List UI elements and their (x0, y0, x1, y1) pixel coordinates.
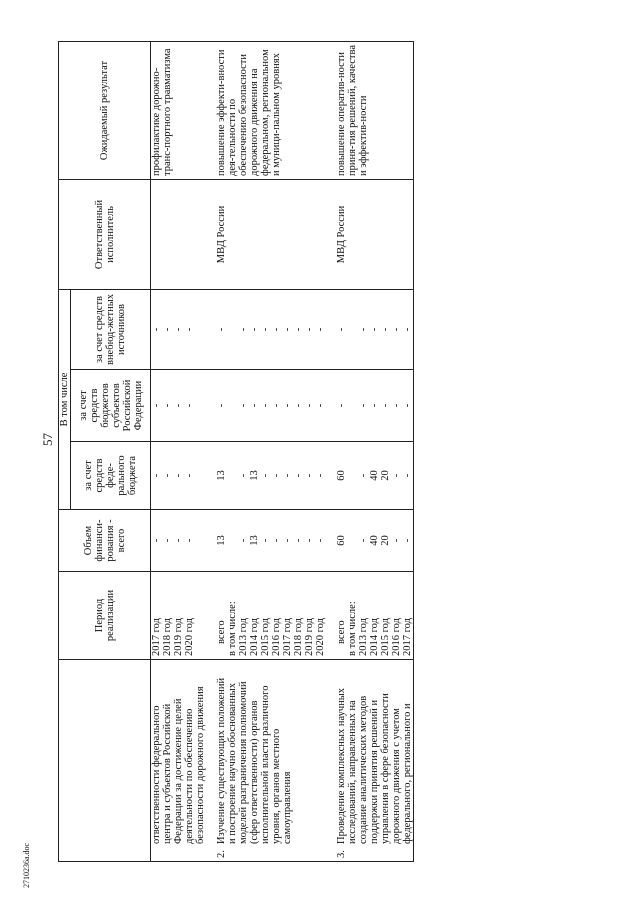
amount: - (238, 538, 249, 543)
row-number: 3. (336, 850, 347, 858)
amount: - (402, 403, 413, 408)
amount: 40 (369, 535, 380, 546)
amount: - (216, 403, 227, 408)
row-gap (206, 41, 216, 861)
period-line: 2018 год (293, 618, 304, 656)
amount: - (304, 403, 315, 408)
amount: - (260, 327, 271, 332)
table-row (151, 41, 207, 861)
amount: - (402, 473, 413, 478)
amount: 20 (380, 535, 391, 546)
period-line: 2016 год (271, 618, 282, 656)
amount: - (162, 327, 173, 332)
amount: - (358, 327, 369, 332)
amount: - (315, 538, 326, 543)
period-line: 2017 год (282, 618, 293, 656)
amount: - (162, 403, 173, 408)
amount: 60 (336, 470, 347, 481)
amount: - (151, 473, 162, 478)
extra-cell (336, 289, 414, 369)
amount: - (173, 538, 184, 543)
regional-cell (151, 370, 207, 442)
federal-cell (216, 442, 326, 510)
header-extra: за счет средств внебюд-жетных источников (71, 289, 151, 369)
executor-cell (151, 179, 207, 289)
amount: - (282, 538, 293, 543)
period-line: 2015 год (380, 618, 391, 656)
amount: 13 (216, 470, 227, 481)
amount (227, 293, 238, 366)
period-line: всего (336, 620, 347, 644)
executor-cell: МВД России (336, 179, 414, 289)
amount: - (282, 327, 293, 332)
period-cell (151, 572, 207, 660)
period-line: 2020 год (315, 618, 326, 656)
amount: - (238, 473, 249, 478)
amount: - (238, 327, 249, 332)
header-total: Объем финанси-рования - всего (59, 510, 151, 572)
amount: - (151, 538, 162, 543)
total-cell (336, 510, 414, 572)
federal-cell (151, 442, 207, 510)
period-line: 2014 год (369, 618, 380, 656)
amount: - (184, 403, 195, 408)
amount: - (184, 538, 195, 543)
amount: - (304, 327, 315, 332)
header-result: Ожидаемый результат (59, 41, 151, 179)
amount: - (304, 538, 315, 543)
amount: - (304, 473, 315, 478)
period-line: в том числе: (227, 601, 238, 656)
amount: - (315, 327, 326, 332)
amount: - (391, 327, 402, 332)
amount: 13 (249, 470, 260, 481)
header-task (59, 660, 151, 862)
period-line: 2013 год (358, 618, 369, 656)
period-cell (336, 572, 414, 660)
period-line: 2013 год (238, 618, 249, 656)
table-row (216, 41, 326, 861)
period-line: 2018 год (162, 618, 173, 656)
row-number: 2. (216, 850, 227, 858)
amount: - (162, 538, 173, 543)
amount: - (151, 403, 162, 408)
amount: 13 (216, 535, 227, 546)
result-cell: повышение оператив-ности приня-тия решений, качества и эффектив-ности (336, 41, 414, 179)
task-text: Изучение существующих положений и построение научно обоснованных моделей разграничения полномочий (сфер ответственности) органов исполнительной власти различного уровня, органов местного самоуправления (216, 677, 293, 844)
amount: - (369, 403, 380, 408)
amount: - (391, 538, 402, 543)
amount: - (271, 473, 282, 478)
amount: - (358, 538, 369, 543)
total-cell (216, 510, 326, 572)
period-line: 2017 год (402, 618, 413, 656)
period-line: 2020 год (184, 618, 195, 656)
amount: - (293, 473, 304, 478)
amount: - (216, 327, 227, 332)
amount: - (391, 403, 402, 408)
amount: - (402, 538, 413, 543)
amount: - (260, 473, 271, 478)
result-cell: повышение эффекти-вности дея-тельности по обеспечению безопасности дорожного движения на федеральном, региональном и муници-пальном уровнях (216, 41, 326, 179)
period-line: в том числе: (347, 601, 358, 656)
amount: - (336, 403, 347, 408)
table-row (336, 41, 414, 861)
result-cell: профилактике дорожно-транс-портного травматизма (151, 41, 207, 179)
period-line: 2019 год (304, 618, 315, 656)
period-line: 2019 год (173, 618, 184, 656)
period-line: всего (216, 620, 227, 644)
row-gap (326, 41, 336, 861)
amount (347, 513, 358, 568)
page-number: 57 (40, 433, 55, 446)
period-line: 2016 год (391, 618, 402, 656)
extra-cell (216, 289, 326, 369)
header-period: Период реализации (59, 572, 151, 660)
header-regional: за счет средств бюджетов субъектов Российской Федерации (71, 370, 151, 442)
amount: - (249, 403, 260, 408)
amount (227, 445, 238, 506)
amount: - (293, 403, 304, 408)
amount: - (369, 327, 380, 332)
amount: - (380, 403, 391, 408)
amount: - (358, 403, 369, 408)
amount: - (249, 327, 260, 332)
amount: 20 (380, 470, 391, 481)
amount: - (151, 327, 162, 332)
total-cell (151, 510, 207, 572)
header-federal: за счет средств феде-рального бюджета (71, 442, 151, 510)
extra-cell (151, 289, 207, 369)
task-cell (216, 660, 326, 862)
period-cell (216, 572, 326, 660)
executor-cell: МВД России (216, 179, 326, 289)
amount: - (260, 403, 271, 408)
amount: - (184, 473, 195, 478)
amount: - (380, 327, 391, 332)
amount (227, 373, 238, 438)
amount: 60 (336, 535, 347, 546)
document-filename: 2710236а.doc (22, 842, 31, 888)
task-text: Проведение комплексных научных исследований, направленных на создание аналитических методов поддержки принятия решений и управления в сфере безопасности дорожного движения с учетом федерального, регионального и (336, 687, 413, 844)
federal-cell (336, 442, 414, 510)
amount: - (358, 473, 369, 478)
header-subgroup: В том числе (59, 289, 71, 509)
amount: - (293, 538, 304, 543)
amount: - (315, 403, 326, 408)
amount: - (336, 327, 347, 332)
amount (347, 373, 358, 438)
task-text: ответственности федерального центра и субъектов Российской Федерации за достижение целей деятельности по обеспечению безопасности дорожного движения (151, 686, 206, 844)
amount: - (293, 327, 304, 332)
regional-cell (336, 370, 414, 442)
amount: 13 (249, 535, 260, 546)
amount (347, 445, 358, 506)
task-cell (336, 660, 414, 862)
amount: - (282, 473, 293, 478)
regional-cell (216, 370, 326, 442)
rotated-table-page (58, 42, 628, 862)
amount: - (173, 403, 184, 408)
amount: 40 (369, 470, 380, 481)
amount: - (271, 327, 282, 332)
amount: - (282, 403, 293, 408)
period-line: 2017 год (151, 618, 162, 656)
amount: - (315, 473, 326, 478)
amount (227, 513, 238, 568)
period-line: 2014 год (249, 618, 260, 656)
amount: - (173, 327, 184, 332)
amount: - (162, 473, 173, 478)
program-table (58, 41, 414, 862)
amount: - (260, 538, 271, 543)
task-cell (151, 660, 207, 862)
period-line: 2015 год (260, 618, 271, 656)
amount: - (184, 327, 195, 332)
amount: - (173, 473, 184, 478)
table-header (59, 41, 151, 861)
amount: - (391, 473, 402, 478)
amount: - (271, 403, 282, 408)
amount: - (238, 403, 249, 408)
amount: - (402, 327, 413, 332)
header-executor: Ответственный исполнитель (59, 179, 151, 289)
amount (347, 293, 358, 366)
amount: - (271, 538, 282, 543)
